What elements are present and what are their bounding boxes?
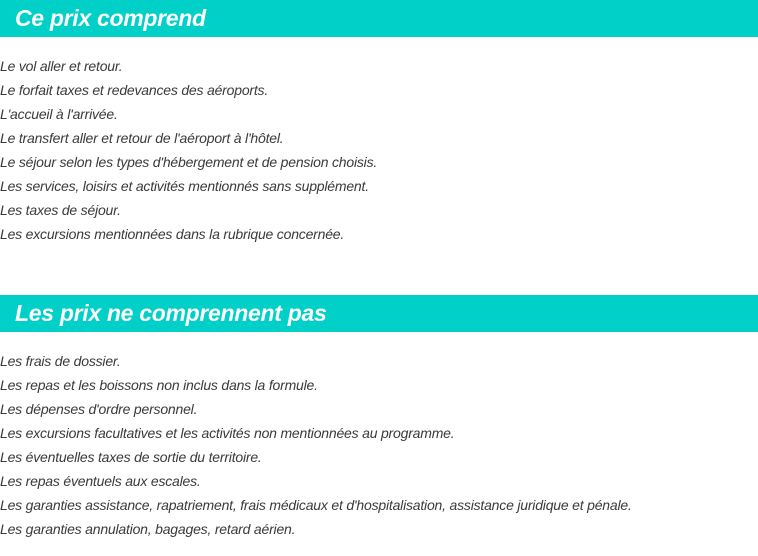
excluded-item: Les garanties assistance, rapatriement, frais médicaux et d'hospitalisation, assistance juridique et pénale. <box>0 497 632 513</box>
included-item: Les taxes de séjour. <box>0 202 121 218</box>
included-item: L'accueil à l'arrivée. <box>0 106 118 122</box>
included-item: Le vol aller et retour. <box>0 58 123 74</box>
excluded-item: Les éventuelles taxes de sortie du territoire. <box>0 449 262 465</box>
excluded-section-title: Les prix ne comprennent pas <box>0 295 758 332</box>
included-item: Les services, loisirs et activités mentionnés sans supplément. <box>0 178 369 194</box>
included-item: Les excursions mentionnées dans la rubrique concernée. <box>0 226 345 242</box>
included-item: Le transfert aller et retour de l'aéroport à l'hôtel. <box>0 130 284 146</box>
excluded-items-list <box>0 349 632 541</box>
included-item: Le forfait taxes et redevances des aéroports. <box>0 82 269 98</box>
excluded-item: Les dépenses d'ordre personnel. <box>0 401 198 417</box>
excluded-item: Les garanties annulation, bagages, retard aérien. <box>0 521 296 537</box>
excluded-item: Les repas éventuels aux escales. <box>0 473 201 489</box>
included-item: Le séjour selon les types d'hébergement et de pension choisis. <box>0 154 378 170</box>
excluded-item: Les excursions facultatives et les activités non mentionnées au programme. <box>0 425 455 441</box>
included-section-title: Ce prix comprend <box>0 0 758 37</box>
excluded-item: Les repas et les boissons non inclus dans la formule. <box>0 377 318 393</box>
excluded-item: Les frais de dossier. <box>0 353 121 369</box>
included-items-list <box>0 54 377 246</box>
